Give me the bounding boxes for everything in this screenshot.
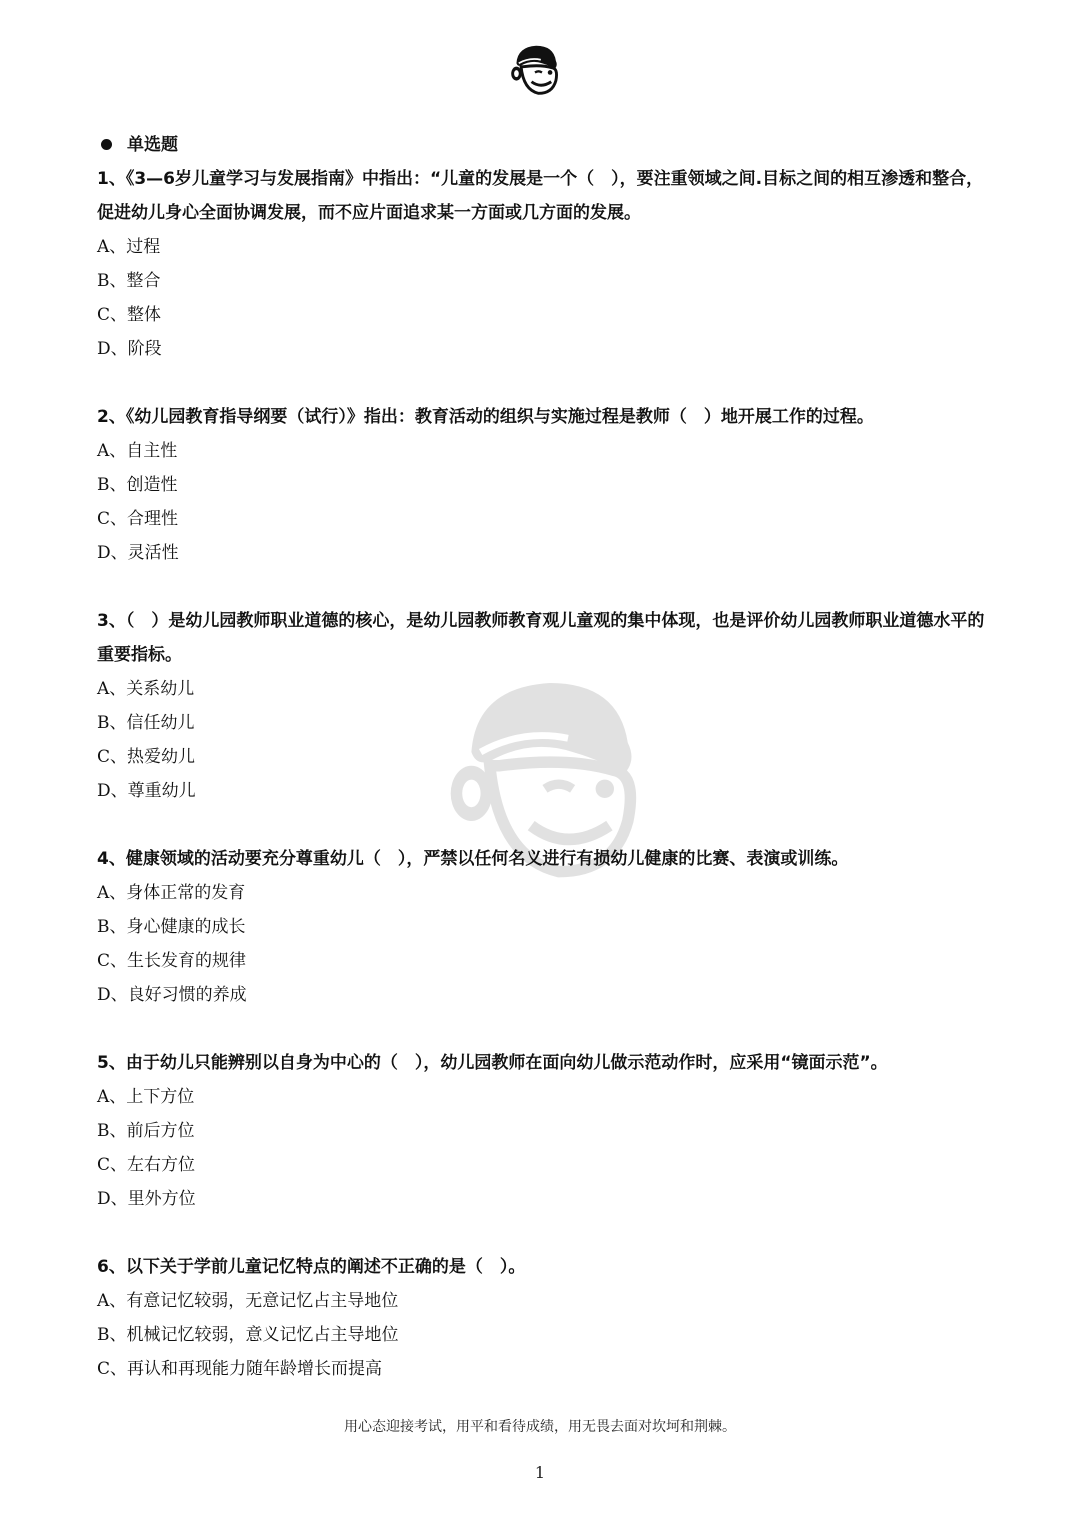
question-5 bbox=[97, 1046, 997, 1216]
question-list bbox=[97, 128, 997, 1420]
option-d: D、阶段 bbox=[97, 339, 162, 359]
option-b: B、前后方位 bbox=[97, 1121, 195, 1141]
monkey-mascot-icon bbox=[506, 40, 564, 98]
option-b: B、机械记忆较弱，意义记忆占主导地位 bbox=[97, 1325, 399, 1345]
option-b: B、身心健康的成长 bbox=[97, 917, 246, 937]
option-a: A、有意记忆较弱，无意记忆占主导地位 bbox=[97, 1291, 399, 1311]
question-1 bbox=[97, 162, 997, 366]
section-title-text: 单选题 bbox=[127, 135, 178, 155]
option-d: D、灵活性 bbox=[97, 543, 179, 563]
option-b: B、信任幼儿 bbox=[97, 713, 195, 733]
question-stem: 2、《幼儿园教育指导纲要（试行）》指出：教育活动的组织与实施过程是教师（ ）地开展工作的过程。 bbox=[97, 407, 874, 427]
option-c: C、再认和再现能力随年龄增长而提高 bbox=[97, 1359, 383, 1379]
option-a: A、过程 bbox=[97, 237, 161, 257]
question-stem: 1、《3—6岁儿童学习与发展指南》中指出：“儿童的发展是一个（ ），要注重领域之间.目标之间的相互渗透和整合，促进幼儿身心全面协调发展，而不应片面追求某一方面或几方面的发展。 bbox=[97, 169, 984, 223]
option-c: C、热爱幼儿 bbox=[97, 747, 196, 767]
question-stem: 3、（ ）是幼儿园教师职业道德的核心，是幼儿园教师教育观儿童观的集中体现，也是评价幼儿园教师职业道德水平的重要指标。 bbox=[97, 611, 985, 665]
bullet-icon bbox=[101, 139, 112, 150]
option-b: B、创造性 bbox=[97, 475, 178, 495]
option-a: A、身体正常的发育 bbox=[97, 883, 246, 903]
option-a: A、关系幼儿 bbox=[97, 679, 195, 699]
option-c: C、整体 bbox=[97, 305, 162, 325]
option-a: A、自主性 bbox=[97, 441, 178, 461]
option-b: B、整合 bbox=[97, 271, 161, 291]
page-number: 1 bbox=[534, 1463, 546, 1482]
option-d: D、尊重幼儿 bbox=[97, 781, 196, 801]
question-6 bbox=[97, 1250, 997, 1386]
question-stem: 6、以下关于学前儿童记忆特点的阐述不正确的是（ ）。 bbox=[97, 1257, 526, 1277]
option-a: A、上下方位 bbox=[97, 1087, 195, 1107]
question-stem: 4、健康领域的活动要充分尊重幼儿（ ），严禁以任何名义进行有损幼儿健康的比赛、表演或训练。 bbox=[97, 849, 849, 869]
footer-motto: 用心态迎接考试，用平和看待成绩，用无畏去面对坎坷和荆棘。 bbox=[344, 1419, 736, 1435]
option-d: D、良好习惯的养成 bbox=[97, 985, 247, 1005]
option-c: C、合理性 bbox=[97, 509, 179, 529]
question-4 bbox=[97, 842, 997, 1012]
question-2 bbox=[97, 400, 997, 570]
question-3 bbox=[97, 604, 997, 808]
section-heading bbox=[97, 128, 997, 162]
question-stem: 5、由于幼儿只能辨别以自身为中心的（ ），幼儿园教师在面向幼儿做示范动作时，应采用“镜面示范”。 bbox=[97, 1053, 888, 1073]
option-c: C、生长发育的规律 bbox=[97, 951, 247, 971]
option-c: C、左右方位 bbox=[97, 1155, 196, 1175]
option-d: D、里外方位 bbox=[97, 1189, 196, 1209]
